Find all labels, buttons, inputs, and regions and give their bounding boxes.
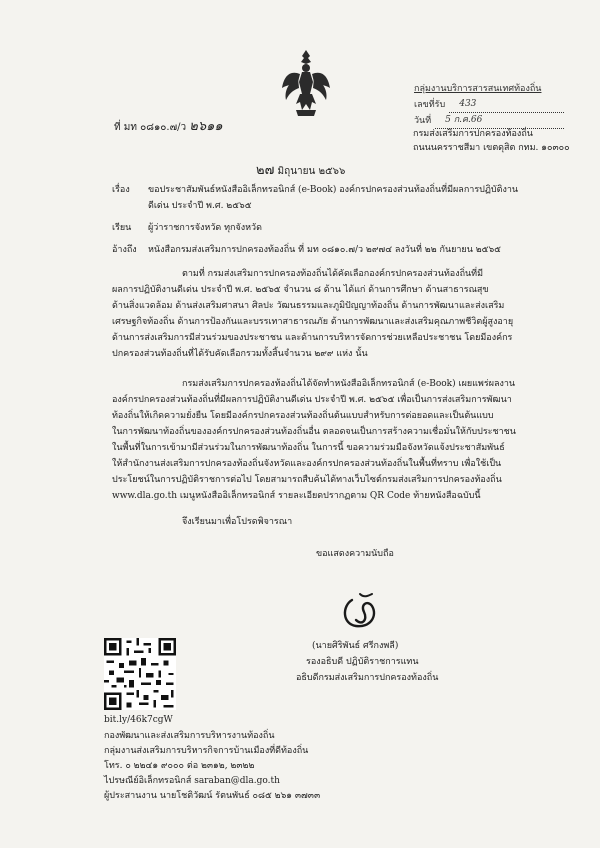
subject-label: เรื่อง bbox=[112, 185, 130, 195]
reference-text: หนังสือกรมส่งเสริมการปกครองท้องถิ่น ที่ มท ๐๘๑๐.๗/ว ๒๙๗๔ ลงวันที่ ๒๒ กันยายน ๒๕๖๕ bbox=[148, 245, 501, 255]
para2-line: www.dla.go.th เมนูหนังสืออิเล็กทรอนิกส์ รายละเอียดปรากฏตาม QR Code ท้ายหนังสือฉบับนี้ bbox=[112, 491, 481, 501]
department-name: กรมส่งเสริมการปกครองท้องถิ่น bbox=[413, 129, 533, 139]
footer-phone: โทร. ๐ ๒๒๔๑ ๙๐๐๐ ต่อ ๒๓๑๒, ๒๓๒๒ bbox=[104, 761, 255, 771]
garuda-emblem-icon bbox=[280, 48, 332, 120]
document-date bbox=[256, 164, 345, 179]
ref-number-handwritten: ๒๖๑๑ bbox=[189, 119, 223, 134]
footer-coordinator: ผู้ประสานงาน นายโชติวัฒน์ รัตนพันธ์ ๐๘๕ ๒๖๑ ๓๗๓๓ bbox=[104, 791, 321, 801]
para2-line: ท้องถิ่นให้เกิดความยั่งยืน โดยมีองค์กรปกครองส่วนท้องถิ่นต้นแบบสำหรับการต่อยอดและเป็นต้นแบบ bbox=[112, 411, 494, 421]
reference-label: อ้างถึง bbox=[112, 245, 137, 255]
para2-line: ให้สำนักงานส่งเสริมการปกครองท้องถิ่นจังหวัดและองค์กรปกครองส่วนท้องถิ่นในพื้นที่ทราบ เพื่อใช้เป็น bbox=[112, 459, 502, 469]
qr-link[interactable]: bit.ly/46k7cgW bbox=[104, 715, 173, 725]
subject-line-1: ขอประชาสัมพันธ์หนังสืออิเล็กทรอนิกส์ (e-Book) องค์กรปกครองส่วนท้องถิ่นที่มีผลการปฏิบัติงาน bbox=[148, 185, 519, 195]
department-address: ถนนนครราชสีมา เขตดุสิต กทม. ๑๐๓๐๐ bbox=[413, 143, 570, 153]
signer-position-2: อธิบดีกรมส่งเสริมการปกครองท้องถิ่น bbox=[296, 673, 439, 683]
para1-line: ด้านการส่งเสริมการมีส่วนร่วมของประชาชน และด้านการบริหารจัดการช่วยเหลือประชาชน โดยมีองค์กร bbox=[112, 333, 513, 343]
date-day: ๒๗ bbox=[256, 163, 275, 178]
para1-line: ด้านสิ่งแวดล้อม ด้านส่งเสริมศาสนา ศิลปะ วัฒนธรรมและภูมิปัญญาท้องถิ่น ด้านการพัฒนาและส่งเสริม bbox=[112, 301, 505, 311]
para2-line: กรมส่งเสริมการปกครองท้องถิ่นได้จัดทำหนังสืออิเล็กทรอนิกส์ (e-Book) เผยแพร่ผลงาน bbox=[182, 379, 516, 389]
qr-code-icon[interactable] bbox=[104, 638, 176, 710]
footer-email: ไปรษณีย์อิเล็กทรอนิกส์ saraban@dla.go.th bbox=[104, 776, 280, 786]
para1-line: เศรษฐกิจท้องถิ่น ด้านการป้องกันและบรรเทาสาธารณภัย ด้านการพัฒนาและส่งเสริมคุณภาพชีวิตผู้สูงอายุ bbox=[112, 317, 514, 327]
stamp-title: กลุ่มงานบริการสารสนเทศท้องถิ่น bbox=[414, 84, 542, 94]
signer-name: (นายศิริพันธ์ ศรีกงพลี) bbox=[312, 641, 399, 651]
signer-position-1: รองอธิบดี ปฏิบัติราชการแทน bbox=[306, 657, 419, 667]
stamp-number-label: เลขที่รับ bbox=[414, 100, 446, 110]
subject-line-2: ดีเด่น ประจำปี พ.ศ. ๒๕๖๕ bbox=[148, 201, 252, 211]
para1-line: ปกครองส่วนท้องถิ่นที่ได้รับคัดเลือกรวมทั้งสิ้นจำนวน ๒๙๙ แห่ง นั้น bbox=[112, 349, 368, 359]
reference-number bbox=[114, 120, 223, 135]
para2-line: ในการพัฒนาท้องถิ่นขององค์กรปกครองส่วนท้องถิ่นอื่น ตลอดจนเป็นการสร้างความเชื่อมั่นให้กับประชาชน bbox=[112, 427, 516, 437]
para2-line: ในพื้นที่ในการเข้ามามีส่วนร่วมในการพัฒนาท้องถิ่น ในการนี้ ขอความร่วมมือจังหวัดแจ้งประชาสัมพันธ์ bbox=[112, 443, 505, 453]
ref-number-prefix: ที่ มท ๐๘๑๐.๗/ว bbox=[114, 122, 190, 133]
stamp-date-label: วันที่ bbox=[414, 116, 432, 126]
handwritten-signature-icon bbox=[338, 590, 386, 634]
recipient-label: เรียน bbox=[112, 223, 132, 233]
date-month-year: มิถุนายน ๒๕๖๖ bbox=[277, 166, 346, 177]
para1-line: ตามที่ กรมส่งเสริมการปกครองท้องถิ่นได้คัดเลือกองค์กรปกครองส่วนท้องถิ่นที่มี bbox=[182, 269, 484, 279]
footer-division: กองพัฒนาและส่งเสริมการบริหารงานท้องถิ่น bbox=[104, 731, 275, 741]
recipient-text: ผู้ว่าราชการจังหวัด ทุกจังหวัด bbox=[148, 223, 262, 233]
stamp-date-value: 5 ก.ค.66 bbox=[435, 113, 564, 129]
para2-line: องค์กรปกครองส่วนท้องถิ่นที่มีผลการปฏิบัติงานดีเด่น ประจำปี พ.ศ. ๒๕๖๕ เพื่อเป็นการส่งเสริมการพัฒนา bbox=[112, 395, 512, 405]
salutation: ขอแสดงความนับถือ bbox=[316, 549, 394, 559]
closing-request: จึงเรียนมาเพื่อโปรดพิจารณา bbox=[182, 517, 293, 527]
para2-line: ประโยชน์ในการปฏิบัติราชการต่อไป โดยสามารถสืบค้นได้ทางเว็บไซต์กรมส่งเสริมการปกครองท้องถิ่น bbox=[112, 475, 502, 485]
para1-line: ผลการปฏิบัติงานดีเด่น ประจำปี พ.ศ. ๒๕๖๕ จำนวน ๘ ด้าน ได้แก่ ด้านการศึกษา ด้านสาธารณสุข bbox=[112, 285, 489, 295]
stamp-number-value: 433 bbox=[449, 97, 564, 113]
footer-group: กลุ่มงานส่งเสริมการบริหารกิจการบ้านเมืองที่ดีท้องถิ่น bbox=[104, 746, 309, 756]
